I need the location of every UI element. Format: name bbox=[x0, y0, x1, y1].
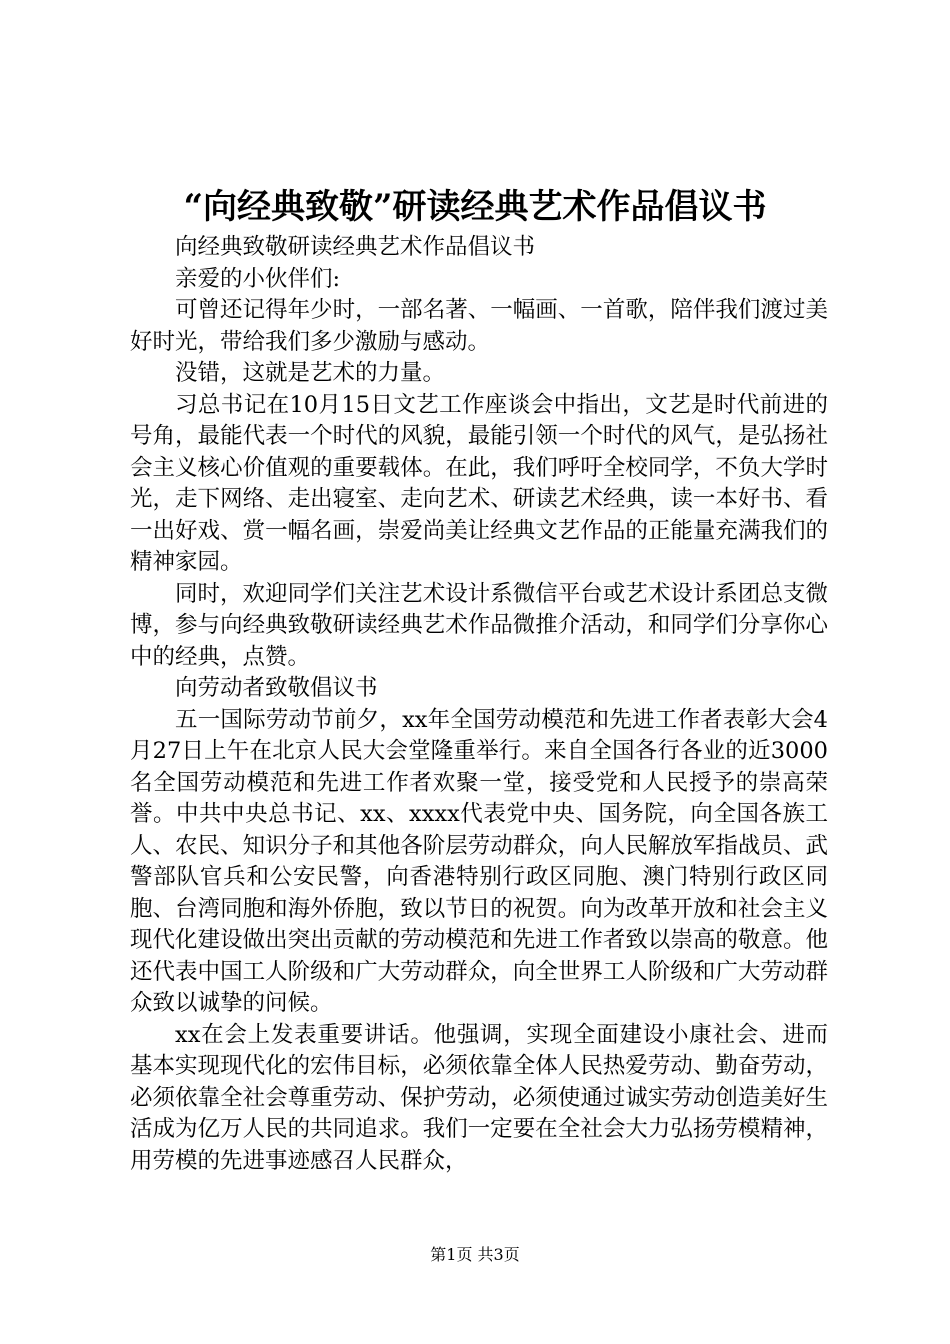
paragraph: 向经典致敬研读经典艺术作品倡议书 bbox=[175, 234, 536, 260]
paragraph: 亲爱的小伙伴们: bbox=[175, 265, 341, 292]
paragraph: xx在会上发表重要讲话。他强调，实现全面建设小康社会、进而基本实现现代化的宏伟目标，必须依靠全体人民热爱劳动、勤奋劳动，必须依靠全社会尊重劳动、保护劳动，必须使通过诚实劳动创造美好生活成为亿万人民的共同追求。我们一定要在全社会大力弘扬劳模精神，用劳模的先进事迹感召人民群众， bbox=[130, 1021, 828, 1174]
paragraph: 五一国际劳动节前夕，xx年全国劳动模范和先进工作者表彰大会4月27日上午在北京人民大会堂隆重举行。来自全国各行各业的近3000名全国劳动模范和先进工作者欢聚一堂，接受党和人民授予的崇高荣誉。中共中央总书记、xx、xxxx代表党中央、国务院，向全国各族工人、农民、知识分子和其他各阶层劳动群众，向人民解放军指战员、武警部队官兵和公安民警，向香港特别行政区同胞、澳门特别行政区同胞、台湾同胞和海外侨胞，致以节日的祝贺。向为改革开放和社会主义现代化建设做出突出贡献的劳动模范和先进工作者致以崇高的敬意。他还代表中国工人阶级和广大劳动群众，向全世界工人阶级和广大劳动群众致以诚挚的问候。 bbox=[130, 706, 828, 1016]
paragraph: 可曾还记得年少时，一部名著、一幅画、一首歌，陪伴我们渡过美好时光，带给我们多少激励与感动。 bbox=[130, 297, 828, 355]
paragraph: 习总书记在10月15日文艺工作座谈会中指出，文艺是时代前进的号角，最能代表一个时代的风貌，最能引领一个时代的风气，是弘扬社会主义核心价值观的重要载体。在此，我们呼吁全校同学，不负大学时光，走下网络、走出寝室、走向艺术、研读艺术经典，读一本好书、看一出好戏、赏一幅名画，崇爱尚美让经典文艺作品的正能量充满我们的精神家园。 bbox=[130, 391, 828, 575]
paragraph: 向劳动者致敬倡议书 bbox=[175, 675, 378, 701]
paragraph: 同时，欢迎同学们关注艺术设计系微信平台或艺术设计系团总支微博，参与向经典致敬研读经典艺术作品微推介活动，和同学们分享你心中的经典，点赞。 bbox=[130, 580, 828, 670]
document-title: “向经典致敬”研读经典艺术作品倡议书 bbox=[183, 187, 767, 227]
paragraph: 没错，这就是艺术的力量。 bbox=[175, 360, 446, 386]
page-number-footer: 第1页 共3页 bbox=[430, 1245, 520, 1264]
document-body bbox=[130, 232, 828, 1177]
